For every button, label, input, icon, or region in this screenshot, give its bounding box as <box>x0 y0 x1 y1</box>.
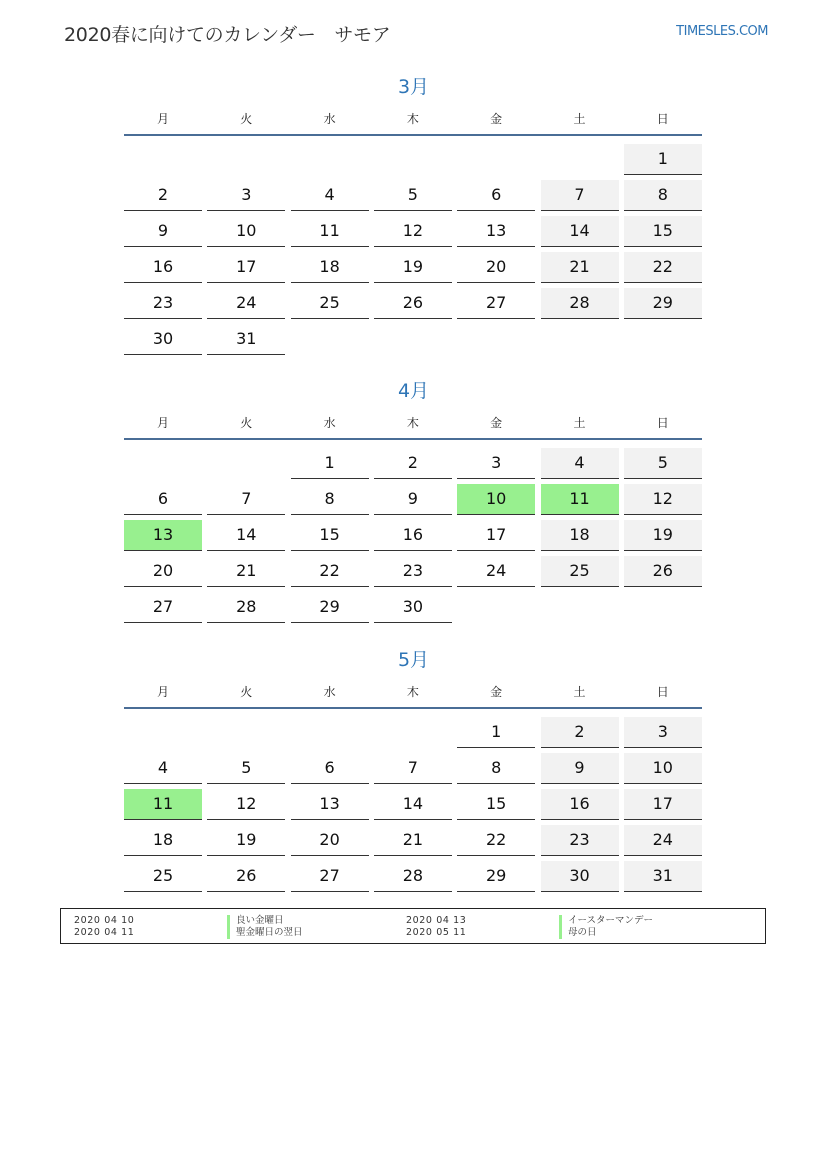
legend-holiday-name: イースターマンデー <box>559 915 653 927</box>
calendar-day: 10 <box>207 216 285 247</box>
legend-holiday-name: 母の日 <box>559 927 597 939</box>
calendar-day: 17 <box>624 789 702 820</box>
holiday-legend <box>60 908 766 944</box>
calendar-day: 27 <box>291 861 369 892</box>
calendar-day: 8 <box>291 484 369 515</box>
calendar-day: 29 <box>624 288 702 319</box>
weekday-label: 木 <box>406 112 419 126</box>
calendar-day: 14 <box>207 520 285 551</box>
calendar-day: 18 <box>541 520 619 551</box>
calendar-day: 15 <box>291 520 369 551</box>
calendar-day: 20 <box>124 556 202 587</box>
legend-holiday-name: 良い金曜日 <box>227 915 284 927</box>
calendar-day: 4 <box>541 448 619 479</box>
calendar-day: 21 <box>541 252 619 283</box>
calendar-day: 7 <box>374 753 452 784</box>
weekday-label: 水 <box>323 416 336 430</box>
calendar-day: 13 <box>124 520 202 551</box>
calendar-day: 9 <box>541 753 619 784</box>
calendar-day: 4 <box>124 753 202 784</box>
calendar-day: 12 <box>624 484 702 515</box>
calendar-day: 2 <box>541 717 619 748</box>
weekday-label: 木 <box>406 685 419 699</box>
month-title: 5月 <box>397 649 430 671</box>
calendar-day: 25 <box>541 556 619 587</box>
calendar-day: 3 <box>624 717 702 748</box>
month-title: 3月 <box>397 76 430 98</box>
calendar-day: 13 <box>457 216 535 247</box>
calendar-day: 30 <box>374 592 452 623</box>
calendar-day: 28 <box>374 861 452 892</box>
calendar-day: 18 <box>291 252 369 283</box>
calendar-day: 2 <box>374 448 452 479</box>
calendar-day: 28 <box>541 288 619 319</box>
calendar-day: 22 <box>624 252 702 283</box>
calendar-day: 5 <box>374 180 452 211</box>
weekday-header-row <box>124 414 702 440</box>
calendar-day: 28 <box>207 592 285 623</box>
weekday-label: 水 <box>323 685 336 699</box>
calendar-day: 30 <box>124 324 202 355</box>
calendar-day: 7 <box>207 484 285 515</box>
calendar-day: 4 <box>291 180 369 211</box>
weekday-label: 日 <box>656 416 669 430</box>
weekday-label: 火 <box>240 685 253 699</box>
calendar-day: 9 <box>124 216 202 247</box>
weekday-label: 水 <box>323 112 336 126</box>
calendar-day: 11 <box>291 216 369 247</box>
weekday-label: 土 <box>573 416 586 430</box>
calendar-day: 13 <box>291 789 369 820</box>
calendar-day: 22 <box>291 556 369 587</box>
calendar-day: 12 <box>374 216 452 247</box>
calendar-day: 11 <box>124 789 202 820</box>
calendar-day: 6 <box>291 753 369 784</box>
calendar-day: 21 <box>374 825 452 856</box>
calendar-day: 20 <box>291 825 369 856</box>
calendar-day: 18 <box>124 825 202 856</box>
calendar-day: 17 <box>207 252 285 283</box>
calendar-day: 29 <box>457 861 535 892</box>
calendar-day: 27 <box>124 592 202 623</box>
weekday-label: 金 <box>490 416 503 430</box>
weekday-label: 木 <box>406 416 419 430</box>
legend-date: 2020 05 11 <box>406 927 467 938</box>
site-link[interactable]: TIMESLES.COM <box>676 24 768 39</box>
calendar-day: 23 <box>124 288 202 319</box>
calendar-day: 26 <box>624 556 702 587</box>
calendar-day: 10 <box>624 753 702 784</box>
weekday-header-row <box>124 683 702 709</box>
calendar-day: 24 <box>457 556 535 587</box>
weekday-label: 月 <box>156 416 169 430</box>
legend-date: 2020 04 10 <box>74 915 135 926</box>
calendar-day: 6 <box>124 484 202 515</box>
weekday-label: 金 <box>490 112 503 126</box>
calendar-day: 6 <box>457 180 535 211</box>
calendar-day: 5 <box>624 448 702 479</box>
calendar-day: 8 <box>457 753 535 784</box>
calendar-day: 9 <box>374 484 452 515</box>
calendar-day: 29 <box>291 592 369 623</box>
calendar-day: 7 <box>541 180 619 211</box>
calendar-day: 14 <box>541 216 619 247</box>
calendar-day: 14 <box>374 789 452 820</box>
month-title: 4月 <box>397 380 430 402</box>
calendar-day: 10 <box>457 484 535 515</box>
calendar-day: 25 <box>291 288 369 319</box>
weekday-label: 月 <box>156 685 169 699</box>
weekday-label: 金 <box>490 685 503 699</box>
weekday-header-row <box>124 110 702 136</box>
calendar-day: 11 <box>541 484 619 515</box>
calendar-day: 15 <box>624 216 702 247</box>
calendar-day: 31 <box>624 861 702 892</box>
calendar-day: 24 <box>624 825 702 856</box>
weekday-label: 土 <box>573 112 586 126</box>
calendar-day: 26 <box>374 288 452 319</box>
calendar-day: 2 <box>124 180 202 211</box>
legend-date: 2020 04 13 <box>406 915 467 926</box>
calendar-day: 31 <box>207 324 285 355</box>
weekday-label: 土 <box>573 685 586 699</box>
weekday-label: 火 <box>240 112 253 126</box>
calendar-day: 19 <box>207 825 285 856</box>
page-title: 2020春に向けてのカレンダー サモア <box>64 24 391 46</box>
calendar-day: 30 <box>541 861 619 892</box>
calendar-day: 23 <box>541 825 619 856</box>
calendar-day: 19 <box>374 252 452 283</box>
calendar-day: 15 <box>457 789 535 820</box>
calendar-day: 8 <box>624 180 702 211</box>
calendar-day: 12 <box>207 789 285 820</box>
calendar-day: 16 <box>374 520 452 551</box>
calendar-day: 21 <box>207 556 285 587</box>
calendar-day: 3 <box>457 448 535 479</box>
weekday-label: 火 <box>240 416 253 430</box>
calendar-day: 17 <box>457 520 535 551</box>
calendar-day: 19 <box>624 520 702 551</box>
weekday-label: 日 <box>656 685 669 699</box>
calendar-day: 1 <box>624 144 702 175</box>
calendar-day: 16 <box>541 789 619 820</box>
calendar-day: 24 <box>207 288 285 319</box>
calendar-day: 16 <box>124 252 202 283</box>
calendar-day: 1 <box>291 448 369 479</box>
calendar-day: 25 <box>124 861 202 892</box>
calendar-day: 23 <box>374 556 452 587</box>
calendar-day: 27 <box>457 288 535 319</box>
weekday-label: 日 <box>656 112 669 126</box>
calendar-day: 1 <box>457 717 535 748</box>
weekday-label: 月 <box>156 112 169 126</box>
calendar-day: 22 <box>457 825 535 856</box>
legend-holiday-name: 聖金曜日の翌日 <box>227 927 303 939</box>
calendar-day: 26 <box>207 861 285 892</box>
legend-date: 2020 04 11 <box>74 927 135 938</box>
calendar-day: 3 <box>207 180 285 211</box>
calendar-day: 5 <box>207 753 285 784</box>
calendar-day: 20 <box>457 252 535 283</box>
